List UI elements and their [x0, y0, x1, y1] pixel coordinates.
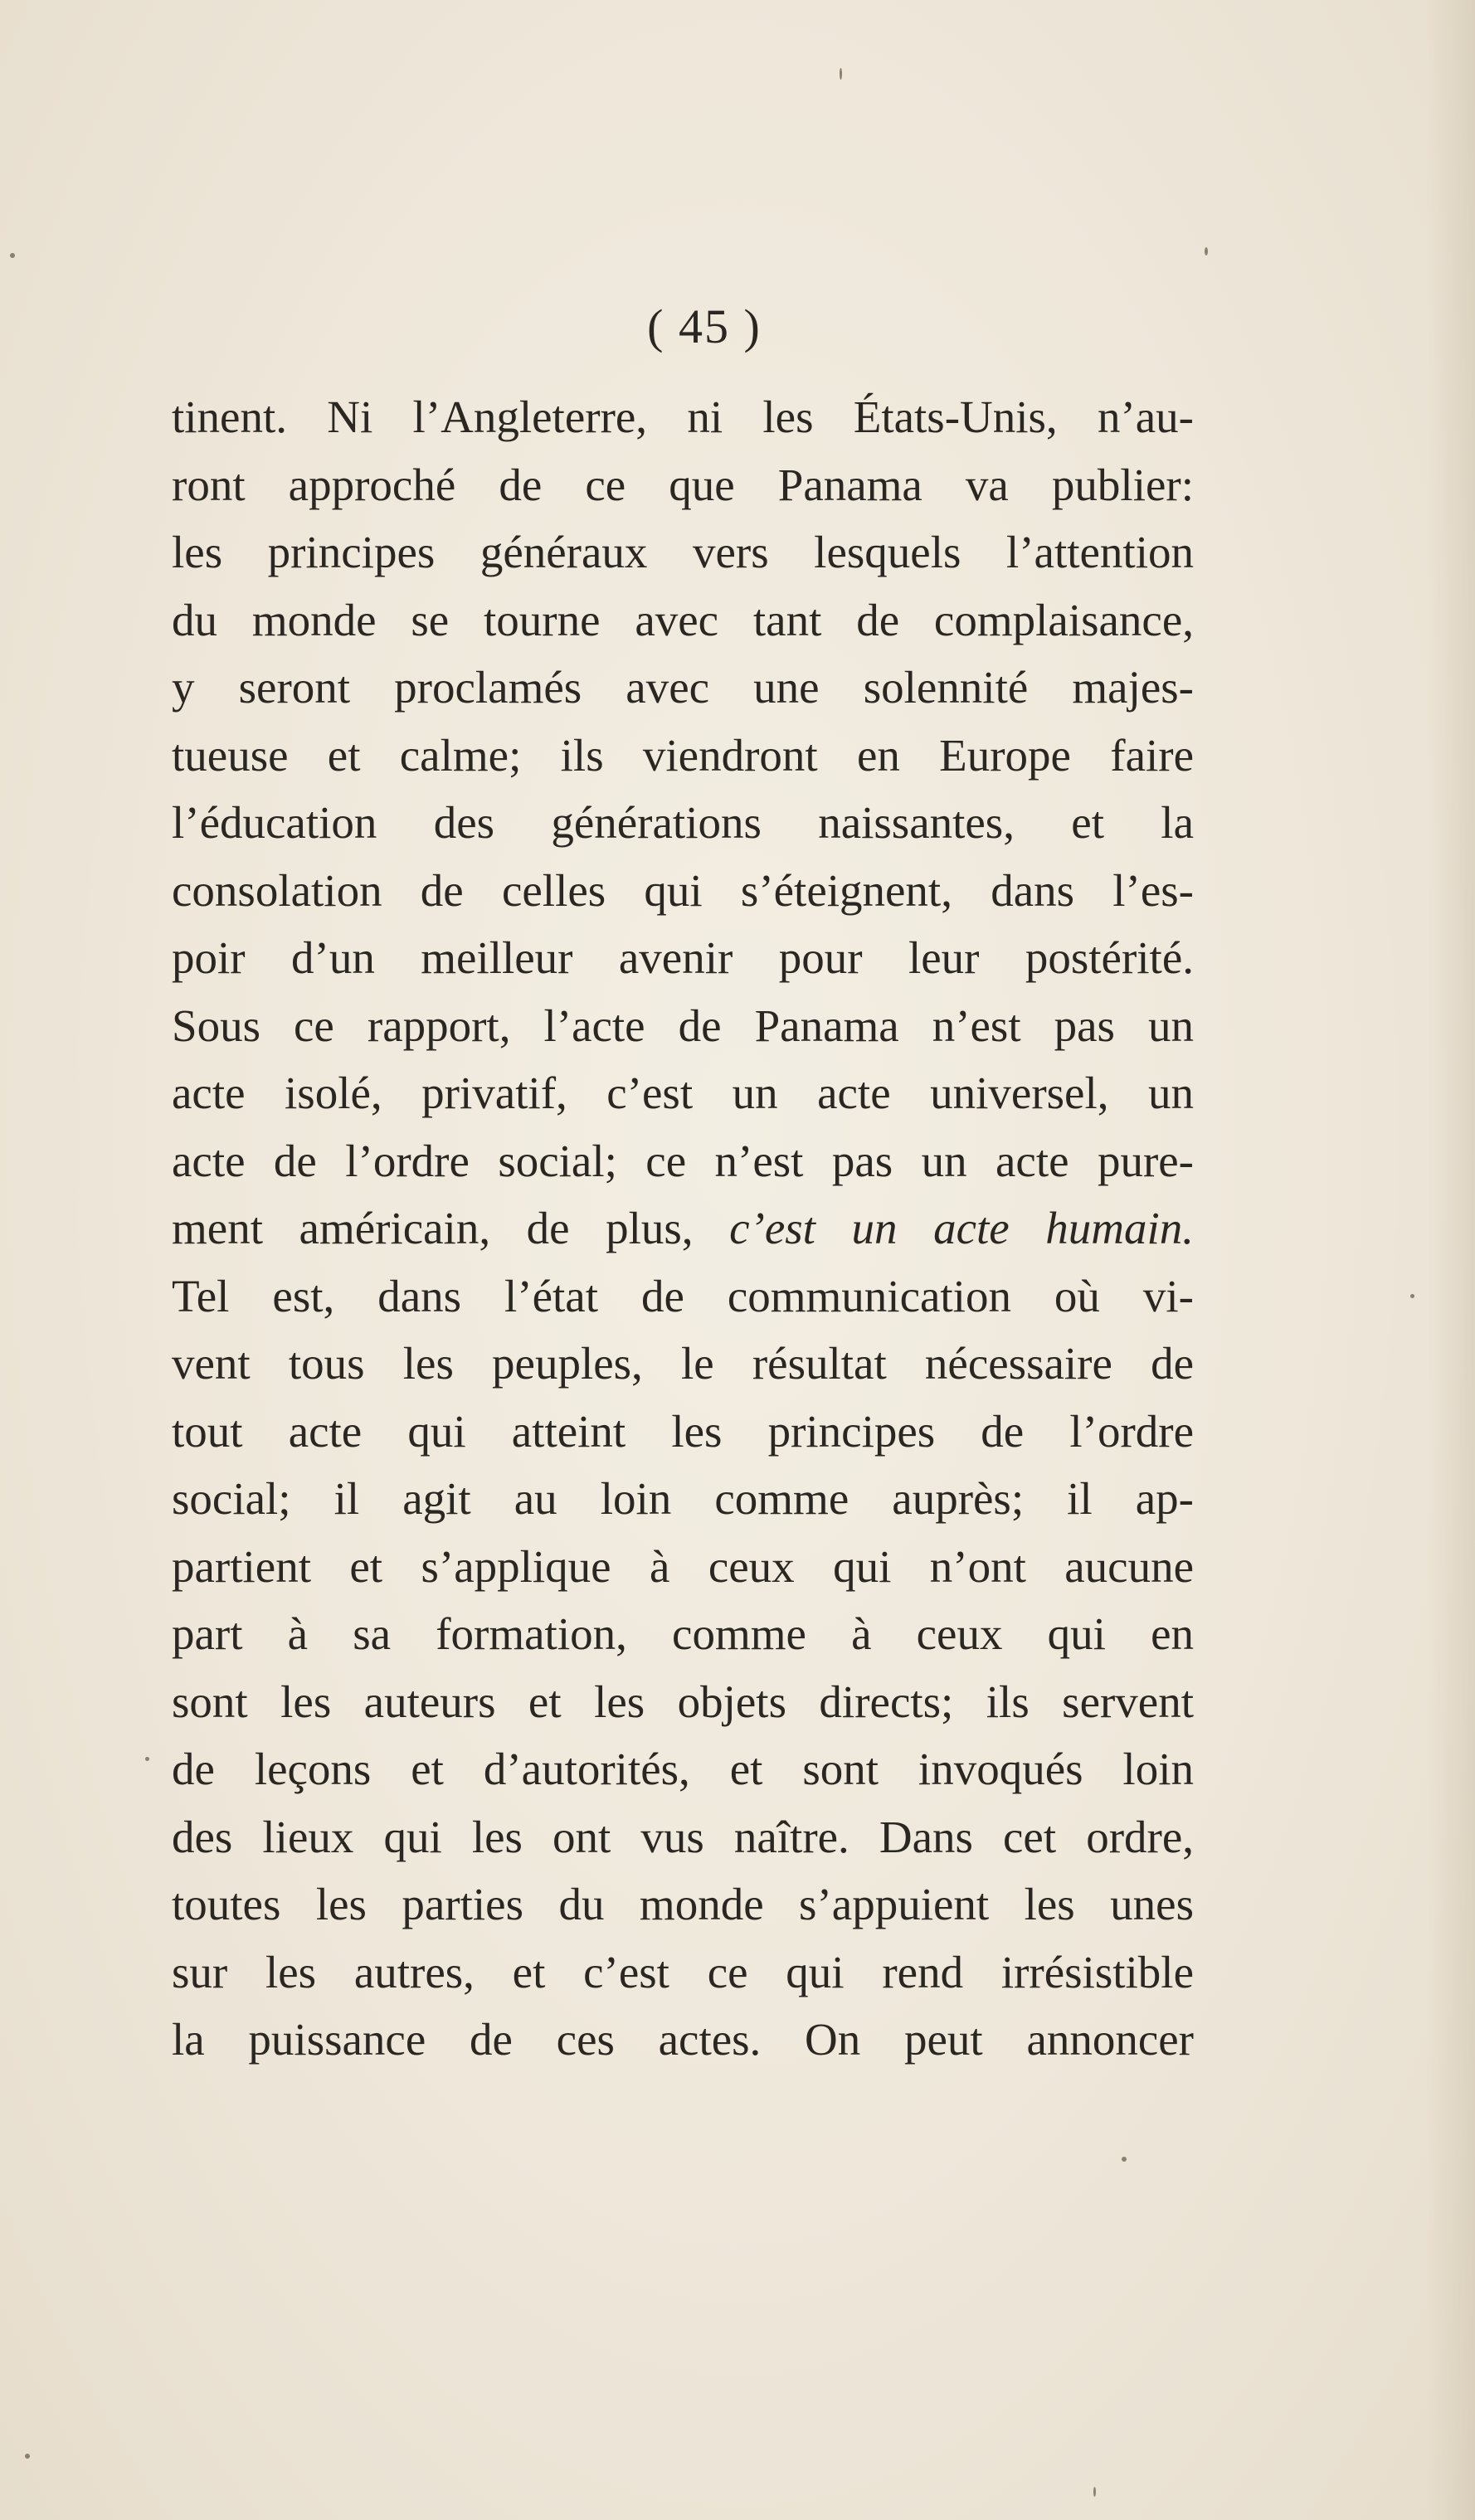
paper-speck	[1093, 2487, 1096, 2497]
paper-speck	[145, 1757, 149, 1761]
text-line: vent tous les peuples, le résultat nécessaire de	[172, 1338, 1194, 1389]
text-line: poir d’un meilleur avenir pour leur postérité.	[172, 932, 1194, 983]
text-line: tout acte qui atteint les principes de l’ordre	[172, 1405, 1194, 1457]
text-line: les principes généraux vers lesquels l’attention	[172, 527, 1194, 577]
text-line: des lieux qui les ont vus naître. Dans cet ordre,	[172, 1811, 1194, 1862]
text-line: la puissance de ces actes. On peut annoncer	[172, 2014, 1194, 2065]
page-number: ( 45 )	[647, 299, 762, 353]
text-line: partient et s’applique à ceux qui n’ont aucune	[172, 1540, 1194, 1592]
text-line: acte de l’ordre social; ce n’est pas un acte pure-	[172, 1135, 1194, 1186]
text-line-mixed	[172, 1194, 1194, 1262]
paper-speck	[1205, 247, 1208, 255]
text-line: tinent. Ni l’Angleterre, ni les États-Unis, n’au-	[172, 392, 1194, 442]
text-line: l’éducation des générations naissantes, et la	[172, 797, 1194, 848]
body-text	[172, 383, 1194, 2074]
text-line: sur les autres, et c’est ce qui rend irrésistible	[172, 1946, 1194, 1997]
text-line: social; il agit au loin comme auprès; il ap-	[172, 1473, 1194, 1524]
italic-phrase: c’est un acte humain.	[729, 1203, 1194, 1253]
text-line: ront approché de ce que Panama va publier:	[172, 459, 1194, 510]
text-line-roman: ment américain, de plus,	[172, 1203, 730, 1253]
text-line: consolation de celles qui s’éteignent, dans l’es-	[172, 864, 1194, 916]
text-line: tueuse et calme; ils viendront en Europe faire	[172, 729, 1194, 781]
paper-speck	[840, 68, 842, 80]
paper-speck	[1410, 1294, 1414, 1298]
text-line: du monde se tourne avec tant de complaisance,	[172, 594, 1194, 645]
text-line: Sous ce rapport, l’acte de Panama n’est pas un	[172, 1000, 1194, 1051]
text-line: acte isolé, privatif, c’est un acte universel, un	[172, 1068, 1194, 1118]
text-line: Tel est, dans l’état de communication où vi-	[172, 1270, 1194, 1321]
text-line: sont les auteurs et les objets directs; ils servent	[172, 1676, 1194, 1727]
paper-speck	[10, 253, 15, 258]
text-line: part à sa formation, comme à ceux qui en	[172, 1608, 1194, 1659]
text-line: y seront proclamés avec une solennité majes-	[172, 662, 1194, 713]
text-line: toutes les parties du monde s’appuient les unes	[172, 1879, 1194, 1929]
text-line: de leçons et d’autorités, et sont invoqués loin	[172, 1744, 1194, 1794]
paper-speck	[1122, 2157, 1127, 2162]
paper-speck	[25, 2454, 30, 2459]
